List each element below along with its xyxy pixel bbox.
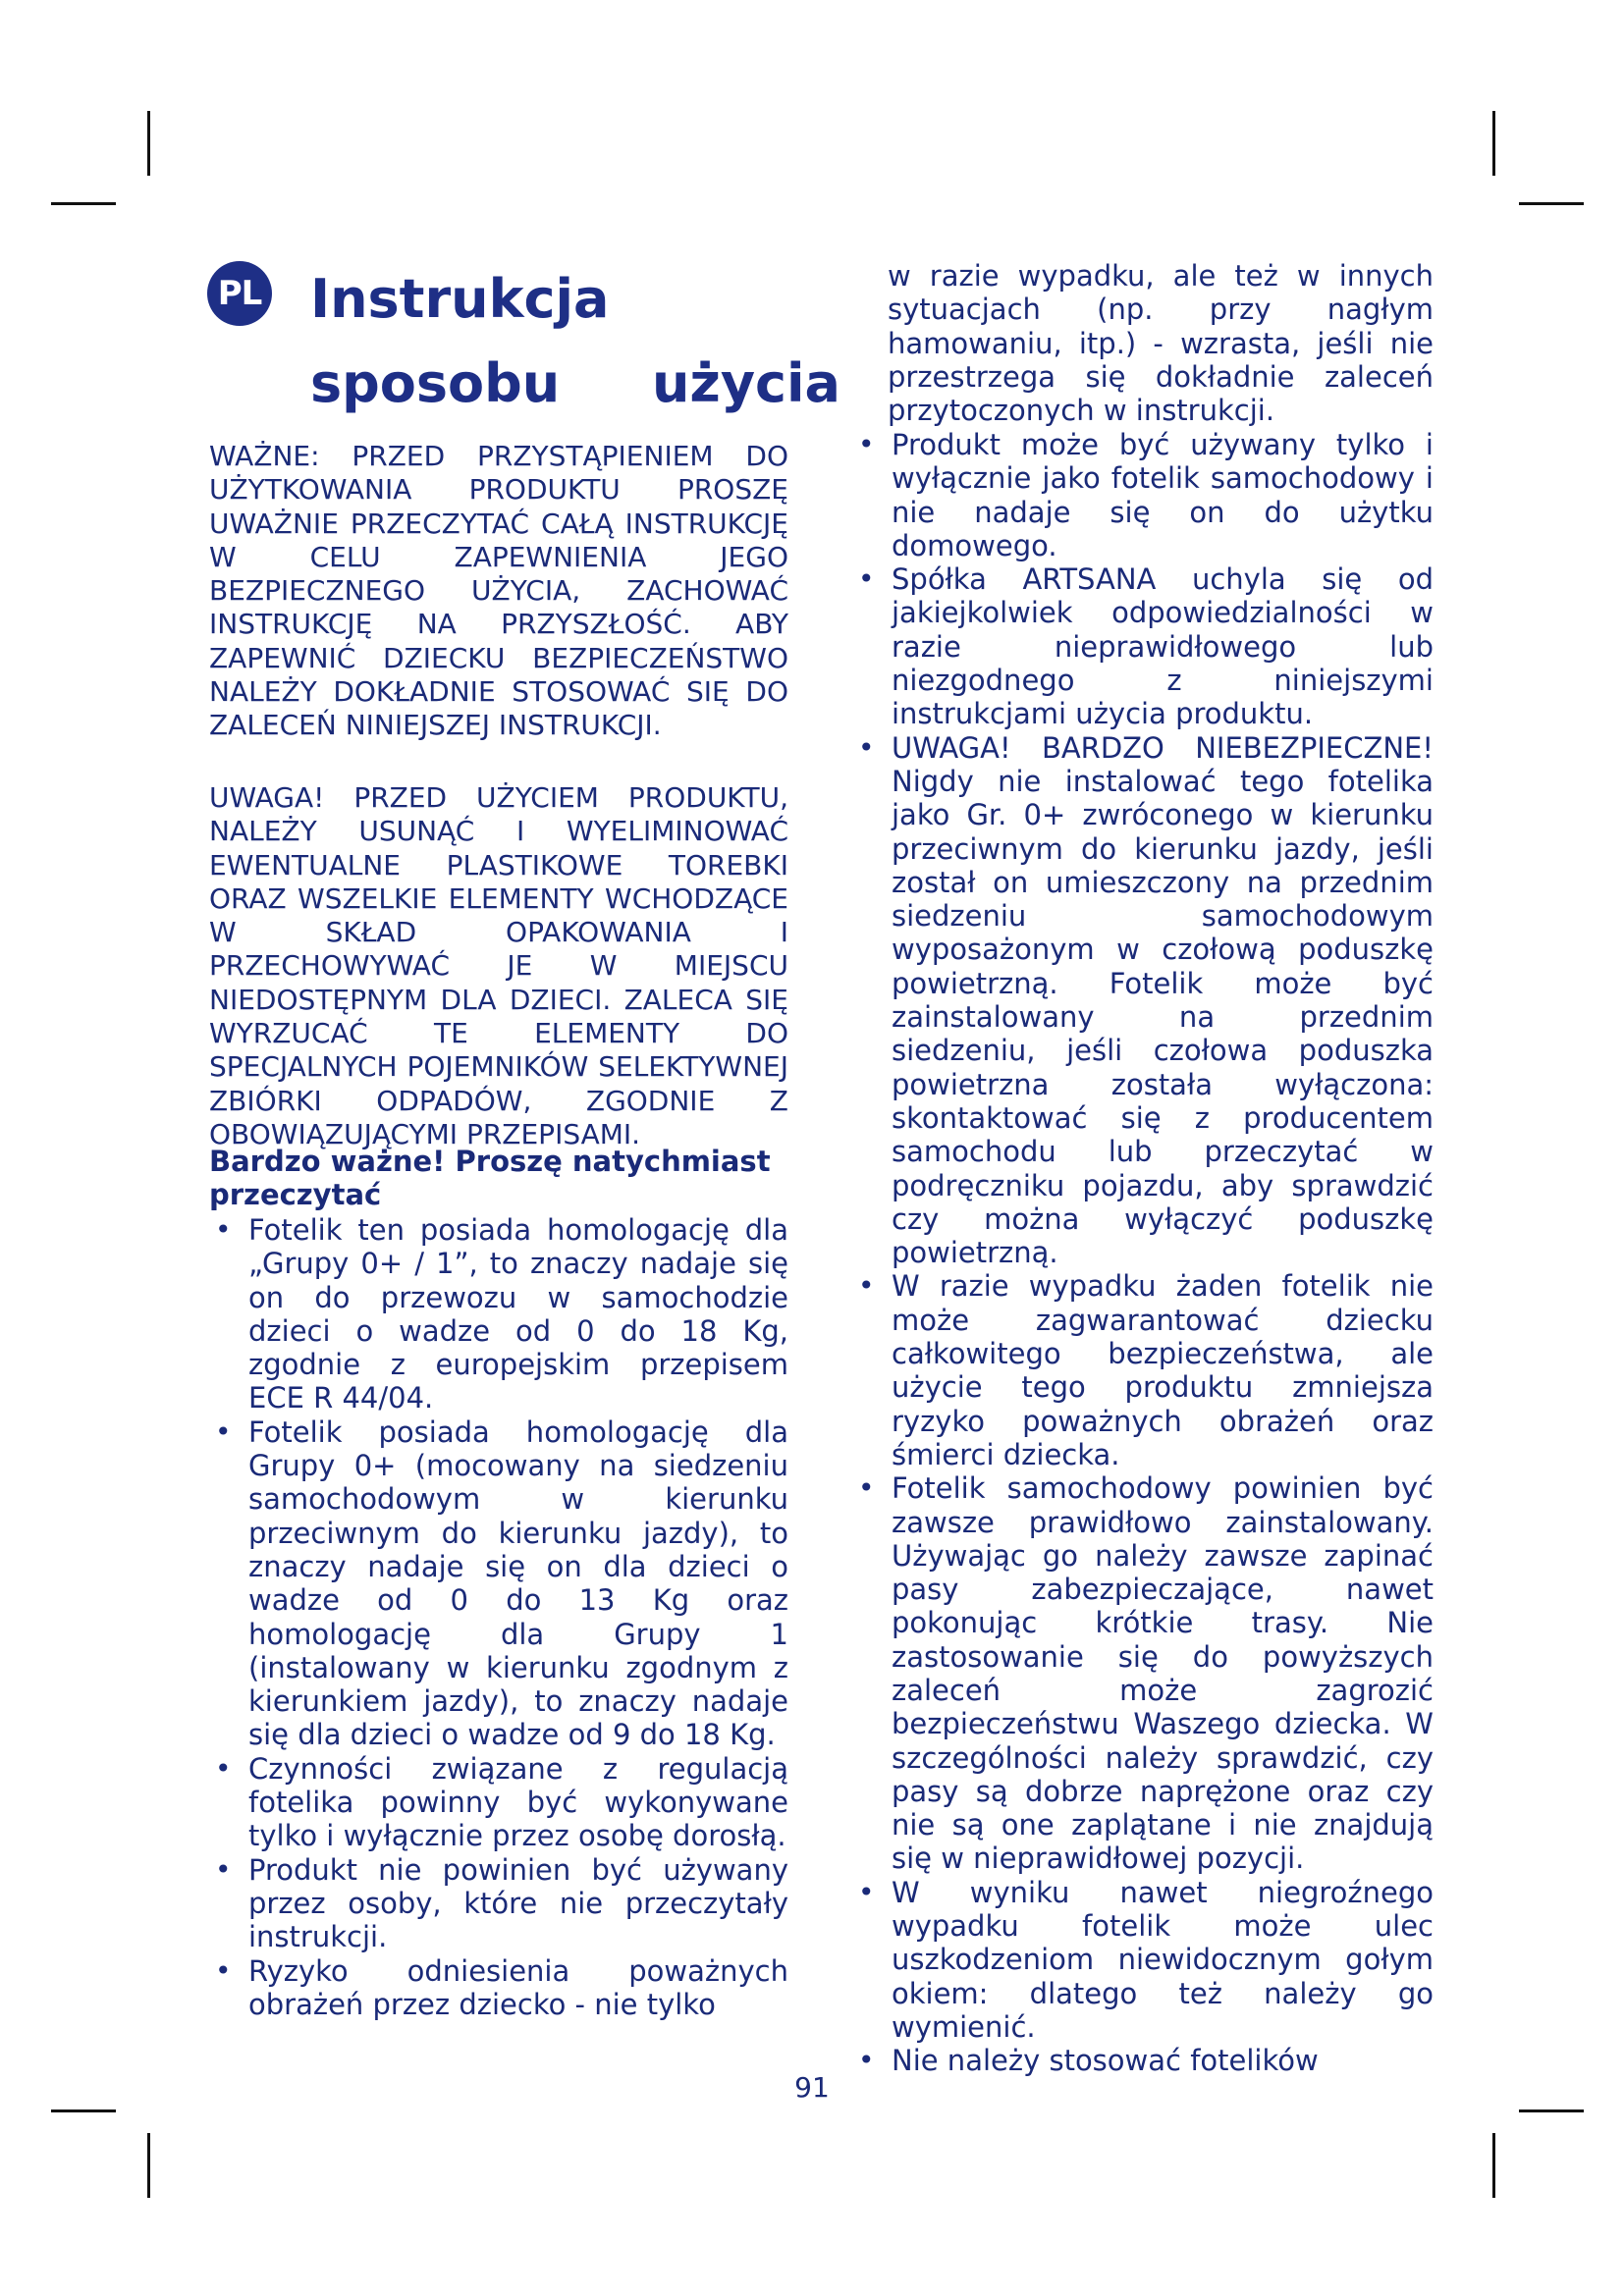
- section-heading: Bardzo ważne! Proszę natychmiast przeczytać: [209, 1145, 771, 1211]
- warning-plastic-bags: UWAGA! PRZED UŻYCIEM PRODUKTU, NALEŻY USUNĄĆ I WYELIMINOWAĆ EWENTUALNE PLASTIKOWE TOREBKI ORAZ WSZELKIE ELEMENTY WCHODZĄCE W SKŁAD OPAKOWANIA I PRZECHOWYWAĆ JE W MIEJSCU NIEDOSTĘPNYM DLA DZIECI. ZALECA SIĘ WYRZUCAĆ TE ELEMENTY DO SPECJALNYCH POJEMNIKÓW SELEKTYWNEJ ZBIÓRKI ODPADÓW, ZGODNIE Z OBOWIĄZUJĄCYMI PRZEPISAMI.: [209, 781, 788, 1150]
- left-bullet-list: [209, 1213, 788, 2021]
- crop-mark: [1492, 2133, 1495, 2198]
- continuation-text: w razie wypadku, ale też w innych sytuacjach (np. przy nagłym hamowaniu, itp.) - wzrasta, jeśli nie przestrzega się dokładnie zaleceń przytoczonych w instrukcji.: [888, 259, 1434, 428]
- crop-mark: [51, 2109, 116, 2112]
- list-item: • Fotelik ten posiada homologację dla „Grupy 0+ / 1”, to znaczy nadaje się on do przewozu w samochodzie dzieci o wadze od 0 do 18 Kg, zgodnie z europejskim przepisem ECE R 44/04.: [209, 1213, 788, 1415]
- list-item: • Fotelik samochodowy powinien być zawsze prawidłowo zainstalowany. Używając go należy zawsze zapinać pasy zabezpieczające, nawet pokonując krótkie trasy. Nie zastosowanie się do powyższych zaleceń może zagrozić bezpieczeństwu Waszego dziecka. W szczególności należy sprawdzić, czy pasy są dobrze naprężone oraz czy nie są one zaplątane i nie znajdują się w nieprawidłowej pozycji.: [852, 1471, 1434, 1876]
- crop-mark: [1492, 111, 1495, 176]
- crop-mark: [51, 202, 116, 205]
- list-item: • Spółka ARTSANA uchyla się od jakiejkolwiek odpowiedzialności w razie nieprawidłowego lub niezgodnego z niniejszymi instrukcjami użycia produktu.: [852, 562, 1434, 730]
- list-item: • Nie należy stosować fotelików: [852, 2044, 1434, 2077]
- crop-mark: [1519, 2109, 1584, 2112]
- language-badge: PL: [207, 261, 272, 326]
- list-item: • W wyniku nawet niegroźnego wypadku fotelik może ulec uszkodzeniom niewidocznym gołym okiem: dlatego też należy go wymienić.: [852, 1876, 1434, 2044]
- list-item: • Czynności związane z regulacją fotelika powinny być wykonywane tylko i wyłącznie przez osobę dorosłą.: [209, 1752, 788, 1853]
- list-item: • Ryzyko odniesienia poważnych obrażeń przez dziecko - nie tylko: [209, 1954, 788, 2022]
- title-word-uzycia: użycia: [651, 352, 840, 414]
- title-line-1: Instrukcja: [310, 268, 610, 330]
- list-item: • W razie wypadku żaden fotelik nie może zagwarantować dziecku całkowitego bezpieczeństwa, ale użycie tego produktu zmniejsza ryzyko poważnych obrażeń oraz śmierci dziecka.: [852, 1269, 1434, 1471]
- crop-mark: [147, 111, 150, 176]
- warning-important: WAŻNE: PRZED PRZYSTĄPIENIEM DO UŻYTKOWANIA PRODUKTU PROSZĘ UWAŻNIE PRZECZYTAĆ CAŁĄ INSTRUKCJĘ W CELU ZAPEWNIENIA JEGO BEZPIECZNEGO UŻYCIA, ZACHOWAĆ INSTRUKCJĘ NA PRZYSZŁOŚĆ. ABY ZAPEWNIĆ DZIECKU BEZPIECZEŃSTWO NALEŻY DOKŁADNIE STOSOWAĆ SIĘ DO ZALECEŃ NINIEJSZEJ INSTRUKCJI.: [209, 440, 788, 742]
- page-title: [310, 257, 840, 426]
- page-number: 91: [794, 2071, 830, 2104]
- title-line-2: [310, 342, 840, 426]
- right-bullet-list: [852, 428, 1434, 2078]
- list-item: • UWAGA! BARDZO NIEBEZPIECZNE! Nigdy nie instalować tego fotelika jako Gr. 0+ zwróconego w kierunku przeciwnym do kierunku jazdy, jeśli został on umieszczony na przednim siedzeniu samochodowym wyposażonym w czołową poduszkę powietrzną. Fotelik może być zainstalowany na przednim siedzeniu, jeśli czołowa poduszka powietrzna została wyłączona: skontaktować się z producentem samochodu lub przeczytać w podręczniku pojazdu, aby sprawdzić czy można wyłączyć poduszkę powietrzną.: [852, 731, 1434, 1270]
- list-item: • Fotelik posiada homologację dla Grupy 0+ (mocowany na siedzeniu samochodowym w kierunku przeciwnym do kierunku jazdy), to znaczy nadaje się on dla dzieci o wadze od 0 do 13 Kg oraz homologację dla Grupy 1 (instalowany w kierunku zgodnym z kierunkiem jazdy), to znaczy nadaje się dla dzieci o wadze od 9 do 18 Kg.: [209, 1415, 788, 1752]
- title-word-sposobu: sposobu: [310, 352, 561, 414]
- list-item: • Produkt może być używany tylko i wyłącznie jako fotelik samochodowy i nie nadaje się on do użytku domowego.: [852, 428, 1434, 562]
- list-item: • Produkt nie powinien być używany przez osoby, które nie przeczytały instrukcji.: [209, 1853, 788, 1954]
- crop-mark: [147, 2133, 150, 2198]
- crop-mark: [1519, 202, 1584, 205]
